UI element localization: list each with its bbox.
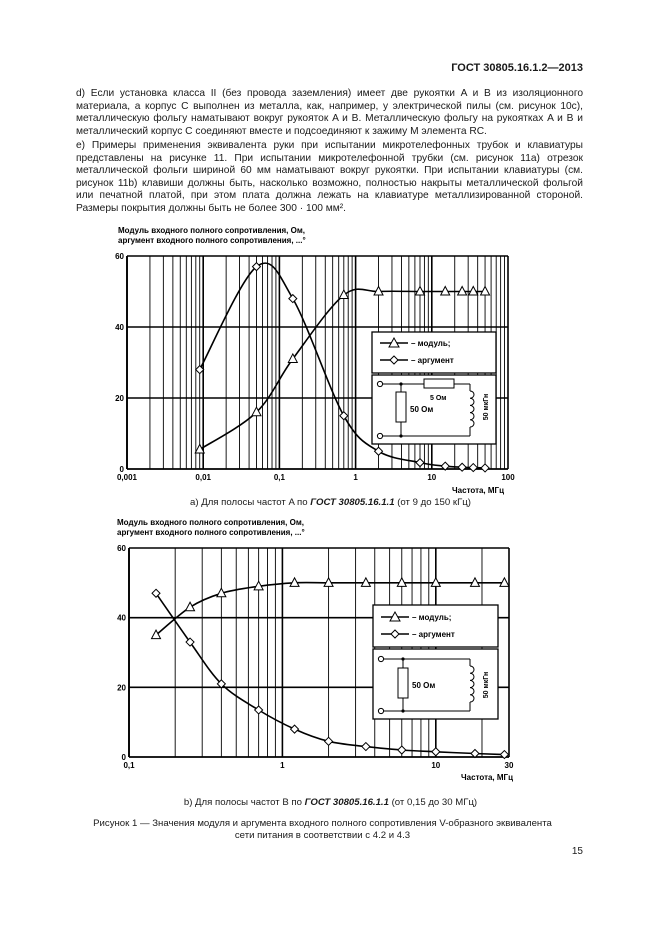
chart-a-xlabel: Частота, МГц	[452, 486, 504, 495]
x-tick-label: 0,1	[123, 761, 135, 770]
diamond-marker	[458, 463, 466, 471]
chart-a-l-label: 50 мкГн	[483, 393, 490, 421]
terminal-icon	[377, 381, 382, 386]
chart-b-ylabel-line1: Модуль входного полного сопротивления, Ом,	[117, 518, 304, 527]
diamond-marker	[481, 464, 489, 472]
caption-b-prefix: b) Для полосы частот B по	[183, 797, 305, 808]
chart-b-legend-arg: – аргумент	[412, 630, 455, 639]
diamond-marker	[291, 725, 299, 733]
triangle-marker	[339, 290, 348, 299]
chart-a-legend-mod: – модуль;	[411, 339, 451, 348]
x-tick-label: 0,01	[195, 473, 211, 482]
y-tick-label: 20	[117, 683, 126, 693]
resistor-50-icon	[396, 392, 406, 422]
y-tick-label: 20	[115, 394, 124, 403]
chart-a-ylabel-line2: аргумент входного полного сопротивления, ...°	[118, 236, 306, 245]
x-tick-label: 10	[427, 473, 437, 482]
x-tick-label: 30	[504, 761, 514, 770]
chart-b-l-label: 50 мкГн	[483, 671, 490, 699]
diamond-marker	[325, 737, 333, 745]
chart-a-legend	[372, 332, 496, 373]
diamond-marker	[416, 459, 424, 467]
chart-a-circuit	[372, 375, 496, 444]
diamond-marker	[398, 746, 406, 754]
diamond-marker	[375, 447, 383, 455]
caption-a	[0, 497, 661, 508]
chart-b-r-label: 50 Ом	[412, 681, 436, 690]
x-tick-label: 1	[353, 473, 358, 482]
diamond-marker	[255, 706, 263, 714]
chart-a	[0, 222, 661, 500]
caption-b-suffix: (от 0,15 до 30 МГц)	[388, 797, 478, 808]
chart-b-ylabel-line2: аргумент входного полного сопротивления, ...°	[117, 528, 305, 537]
x-tick-label: 0,1	[273, 473, 285, 482]
figure-caption-line1: Рисунок 1 — Значения модуля и аргумента входного полного сопротивления V-образного эквивалента	[93, 818, 552, 829]
x-tick-label: 100	[501, 473, 515, 482]
y-tick-label: 40	[117, 613, 126, 623]
terminal-icon	[378, 656, 383, 661]
terminal-icon	[378, 708, 383, 713]
page-number: 15	[571, 846, 583, 857]
diamond-marker	[469, 464, 477, 472]
diamond-marker	[289, 295, 297, 303]
chart-b-xlabel: Частота, МГц	[461, 773, 513, 782]
x-tick-label: 1	[280, 761, 285, 770]
x-tick-label: 0,001	[116, 473, 138, 482]
resistor-5-icon	[424, 379, 454, 388]
chart-a-r-label: 50 Ом	[410, 405, 434, 414]
chart-b-circuit	[373, 649, 498, 719]
figure-caption	[62, 818, 583, 842]
x-tick-label: 10	[431, 761, 441, 770]
caption-a-suffix: (от 9 до 150 кГц)	[394, 497, 471, 508]
y-tick-label: 0	[121, 753, 126, 762]
diamond-marker	[432, 748, 440, 756]
chart-b-legend	[373, 605, 498, 647]
caption-b	[0, 797, 661, 808]
y-tick-label: 60	[115, 252, 124, 261]
paragraph-e-text: e) Примеры применения эквивалента руки при испытании микротелефонных трубок и клавиатуры представлены на рисунке 11. При испытании микротелефонной трубки (см. рисунок 11а) отрезок металлической фольги шириной 60 мм наматывают вокруг рукоятки. При испытании клавиатуры (см. рисунок 11b) клавиши должны быть, насколько возможно, полностью накрыты металлической фольгой или печатной платой, при этом плата должна лежать на клавиатуре металлизированной стороной. Размеры покрытия должны быть не более 300 · 100 мм².	[76, 140, 583, 214]
paragraph-d	[62, 88, 583, 138]
paragraph-d-text: d) Если установка класса II (без провода заземления) имеет две рукоятки A и B из изоляционного материала, а корпус C выполнен из металла, как, например, у электрической пилы (см. рисунок 10с), металлическую фольгу наматывают вокруг рукояток A и B. Металлическую фольгу на рукоятках A и B и металлический корпус C соединяют вместе и подсоединяют к зажиму M элемента RC.	[76, 88, 583, 137]
y-tick-label: 0	[119, 465, 124, 474]
chart-a-legend-arg: – аргумент	[411, 356, 454, 365]
chart-a-r2-label: 5 Ом	[430, 395, 447, 402]
chart-b-legend-mod: – модуль;	[412, 613, 452, 622]
terminal-icon	[377, 433, 382, 438]
diamond-marker	[340, 412, 348, 420]
y-tick-label: 60	[117, 544, 126, 553]
figure-caption-line2: сети питания в соответствии с 4.2 и 4.3	[234, 830, 411, 841]
resistor-50-icon	[398, 668, 408, 698]
caption-b-standard: ГОСТ 30805.16.1.1	[304, 797, 389, 808]
chart-b	[0, 514, 661, 784]
chart-a-ylabel-line1: Модуль входного полного сопротивления, Ом,	[118, 226, 305, 235]
paragraph-e	[62, 140, 583, 216]
y-tick-label: 40	[115, 323, 124, 332]
triangle-marker	[186, 602, 195, 611]
document-header: ГОСТ 30805.16.1.2—2013	[451, 62, 583, 74]
diamond-marker	[362, 743, 370, 751]
caption-a-prefix: а) Для полосы частот A по	[190, 497, 311, 508]
caption-a-standard: ГОСТ 30805.16.1.1	[310, 497, 395, 508]
